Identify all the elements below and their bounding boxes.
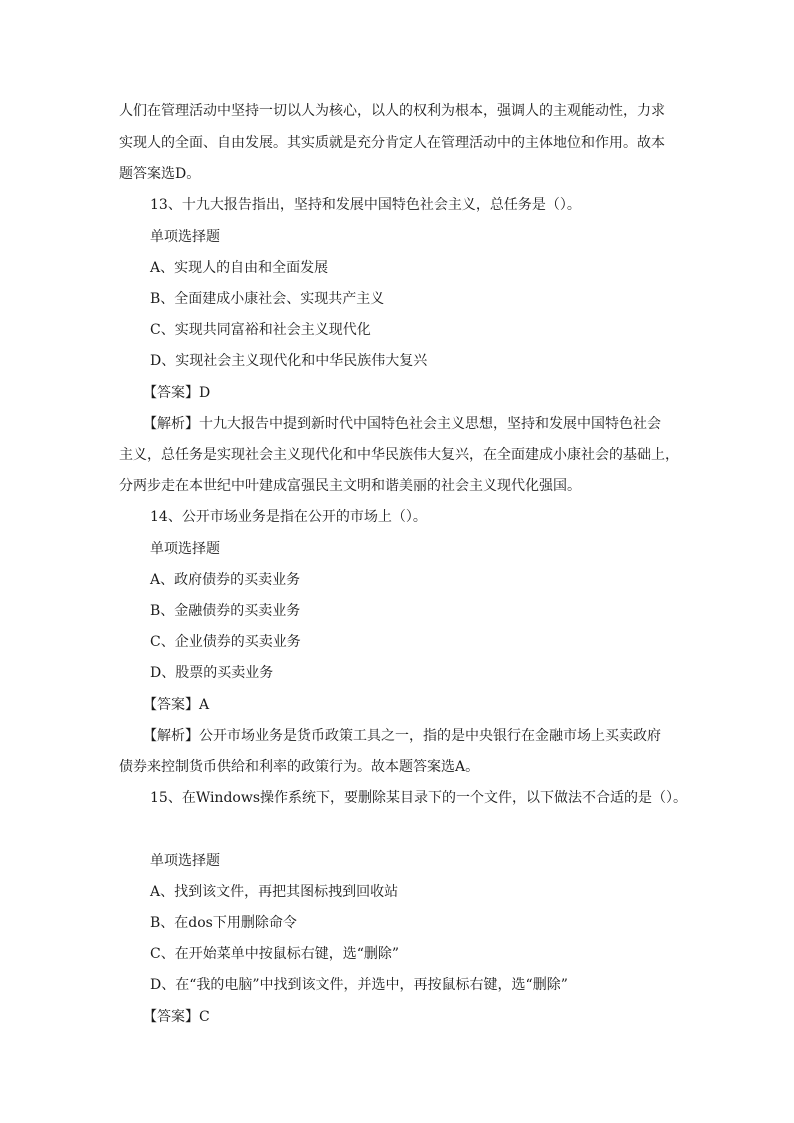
- answer-label: 【答案】: [143, 385, 199, 401]
- answer-value: D: [199, 385, 211, 401]
- question-15-answer: [143, 1007, 210, 1027]
- question-15-option-c: C、在开始菜单中按鼠标右键，选“删除”: [150, 946, 400, 962]
- question-13-option-c: C、实现共同富裕和社会主义现代化: [150, 322, 371, 338]
- question-13-stem: 13、十九大报告指出，坚持和发展中国特色社会主义，总任务是（）。: [150, 197, 581, 213]
- question-14-type: 单项选择题: [150, 541, 220, 557]
- question-13-analysis-line-1: [143, 414, 661, 434]
- answer-label: 【答案】: [143, 697, 199, 713]
- question-14-option-b: B、金融债券的买卖业务: [150, 603, 301, 619]
- question-13-analysis-line-2: 主义，总任务是实现社会主义现代化和中华民族伟大复兴，在全面建成小康社会的基础上，: [119, 447, 679, 463]
- question-15-stem: 15、在Windows操作系统下，要删除某目录下的一个文件，以下做法不合适的是（）。: [150, 790, 688, 806]
- question-15-type: 单项选择题: [150, 853, 220, 869]
- answer-label: 【答案】: [143, 1009, 199, 1025]
- question-15-option-d: D、在“我的电脑”中找到该文件，并选中，再按鼠标右键，选“删除”: [150, 977, 568, 993]
- answer-value: A: [199, 697, 210, 713]
- analysis-label: 【解析】: [143, 416, 199, 432]
- question-14-stem: 14、公开市场业务是指在公开的市场上（）。: [150, 509, 427, 525]
- intro-explanation-line-1: 人们在管理活动中坚持一切以人为核心，以人的权利为根本，强调人的主观能动性，力求: [119, 103, 665, 119]
- intro-explanation-line-2: 实现人的全面、自由发展。其实质就是充分肯定人在管理活动中的主体地位和作用。故本: [119, 135, 665, 151]
- answer-value: C: [199, 1009, 210, 1025]
- question-13-option-a: A、实现人的自由和全面发展: [150, 260, 329, 276]
- question-14-option-d: D、股票的买卖业务: [150, 665, 274, 681]
- intro-explanation-line-3: 题答案选D。: [119, 166, 201, 182]
- question-14-answer: [143, 695, 209, 715]
- question-13-option-b: B、全面建成小康社会、实现共产主义: [150, 291, 385, 307]
- question-14-option-a: A、政府债券的买卖业务: [150, 572, 301, 588]
- question-13-answer: [143, 383, 210, 403]
- analysis-text: 公开市场业务是货币政策工具之一，指的是中央银行在金融市场上买卖政府: [199, 728, 661, 744]
- question-14-option-c: C、企业债券的买卖业务: [150, 634, 301, 650]
- question-13-option-d: D、实现社会主义现代化和中华民族伟大复兴: [150, 353, 428, 369]
- analysis-text: 十九大报告中提到新时代中国特色社会主义思想，坚持和发展中国特色社会: [199, 416, 661, 432]
- question-15-option-b: B、在dos下用删除命令: [150, 915, 297, 931]
- question-13-analysis-line-3: 分两步走在本世纪中叶建成富强民主文明和谐美丽的社会主义现代化强国。: [119, 478, 581, 494]
- question-15-option-a: A、找到该文件，再把其图标拽到回收站: [150, 884, 399, 900]
- question-14-analysis-line-2: 债券来控制货币供给和利率的政策行为。故本题答案选A。: [119, 759, 480, 775]
- question-13-type: 单项选择题: [150, 229, 220, 245]
- analysis-label: 【解析】: [143, 728, 199, 744]
- question-14-analysis-line-1: [143, 726, 661, 746]
